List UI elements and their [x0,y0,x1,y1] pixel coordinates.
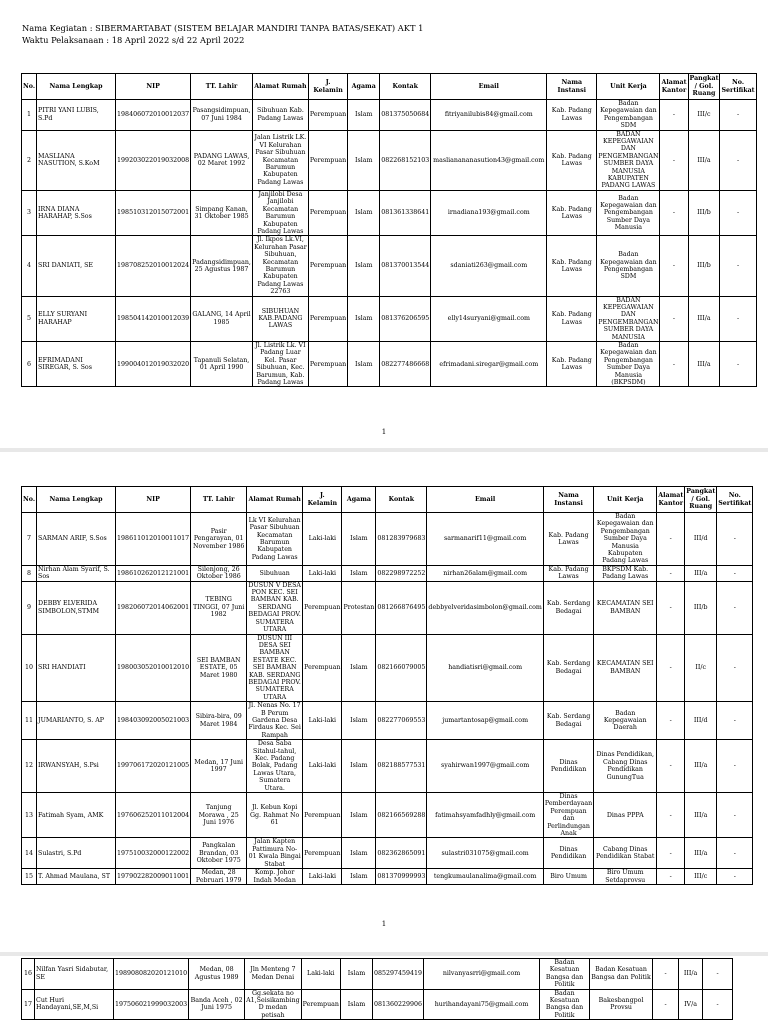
table-cell: 198708252010012024 [116,236,191,296]
column-header: No. [22,487,37,513]
table-cell: Pasir Pengarayan, 01 November 1986 [191,513,247,566]
table-cell: 081361338641 [380,190,431,235]
table-cell: sarmanarif11@gmail.com [427,513,543,566]
table-cell: - [657,702,685,740]
table-cell: - [717,581,753,634]
table-cell: Perempuan [303,838,342,869]
table-cell: 3 [22,190,37,235]
column-header: Alamat Kantor [657,487,685,513]
table-cell: Perempuan [308,100,347,131]
column-header: TT. Lahir [191,74,253,100]
participant-table [21,73,757,387]
table-cell: 082268152103 [380,130,431,190]
table-cell: - [717,634,753,702]
table-cell: Islam [348,342,380,387]
table-cell: 082166569288 [376,793,427,838]
table-cell: Badan Kepegawaian dan Pengembangan SDM [597,236,660,296]
table-cell: III/a [679,959,703,990]
table-cell: Islam [342,740,376,793]
table-cell: Medan, 08 Agustus 1989 [189,959,245,990]
table-cell: Perempuan [308,236,347,296]
table-cell: Islam [342,793,376,838]
table-header-row [22,487,753,513]
table-cell: Perempuan [303,793,342,838]
table-cell: fatimahsyamfadhly@gmail.com [427,793,543,838]
table-cell: debbyelveridasimbolon@gmail.com [427,581,543,634]
table-cell: PITRI YANI LUBIS, S.Pd [37,100,116,131]
table-cell: 198610262012121001 [116,565,191,581]
table-cell: - [657,740,685,793]
table-cell: - [660,130,688,190]
table-cell: 17 [22,989,35,1020]
table-cell: sdaniati263@gmail.com [431,236,547,296]
document-page-3 [0,956,768,1024]
table-cell: 16 [22,959,35,990]
table-cell: 081370999993 [376,869,427,885]
table-header-row [22,74,757,100]
table-cell: Islam [348,296,380,341]
table-cell: Janjilobi Desa Janjilobi Kecamatan Barumun Kabupaten Padang Lawas [252,190,308,235]
table-cell: Islam [340,959,372,990]
table-cell: Islam [342,702,376,740]
table-cell: 199203022019032008 [116,130,191,190]
table-cell: III/a [688,130,720,190]
table-cell: 198003052010012010 [116,634,191,702]
table-cell: 13 [22,793,37,838]
column-header: Nama Instansi [543,487,593,513]
table-cell: Islam [348,190,380,235]
column-header: Alamat Rumah [247,487,303,513]
table-cell: Jl. Kebun Kopi Gg. Rahmat No 61 [247,793,303,838]
table-cell: II/c [685,634,717,702]
table-cell: 082277069553 [376,702,427,740]
table-cell: IV/a [679,989,703,1020]
table-cell: Kab. Padang Lawas [547,190,597,235]
table-row [22,130,757,190]
table-cell: GALANG, 14 April 1985 [191,296,253,341]
table-cell: - [657,565,685,581]
document-page-1 [0,0,768,448]
table-cell: - [720,296,756,341]
column-header: NIP [116,74,191,100]
table-cell: Nilfan Yasri Sidabutar, SE [35,959,114,990]
column-header: Agama [348,74,380,100]
table-cell: Islam [342,565,376,581]
table-cell: Badan Kepegawaian dan Pengembangan Sumber Daya Manusia (BKPSDM) [597,342,660,387]
activity-name: Nama Kegiatan : SIBERMARTABAT (SISTEM BELAJAR MANDIRI TANPA BATAS/SEKAT) AKT 1 [22,23,424,33]
table-cell: Kab. Serdang Bedagai [543,634,593,702]
table-row [22,100,757,131]
table-cell: III/b [688,190,720,235]
table-row [22,513,753,566]
table-cell: Nirhan Alam Syarif, S. Sos [37,565,116,581]
table-cell: SRI DANIATI, SE [37,236,116,296]
table-cell: SARMAN ARIF, S.Sos [37,513,116,566]
table-cell: BKPSDM Kab. Padang Lawas [594,565,657,581]
table-cell: 198504142010012039 [116,296,191,341]
table-row [22,959,733,990]
table-cell: Jalan Listrik LK. VI Kelurahan Pasar Sibuhuan Kecamatan Barumun Kabupaten Padang Lawas [252,130,308,190]
column-header: Agama [342,487,376,513]
column-header: No. Sertifikat [717,487,753,513]
table-cell: Dinas Pendidikan [543,740,593,793]
table-cell: Simpang Kanan, 31 Oktober 1985 [191,190,253,235]
table-cell: 2 [22,130,37,190]
table-cell: Badan Kepegawaian dan Pengembangan Sumber Daya Manusia Kabupaten Padang Lawas [594,513,657,566]
table-cell: Laki-laki [301,959,340,990]
table-cell: - [660,100,688,131]
table-cell: - [653,959,679,990]
table-cell: 198206072014062001 [116,581,191,634]
table-cell: III/c [688,100,720,131]
page-number: 1 [381,428,387,436]
table-cell: Biro Umum [543,869,593,885]
table-cell: Badan Kesatuan Bangsa dan Politik [540,959,590,990]
table-cell: Kab. Padang Lawas [547,236,597,296]
column-header: J. Kelamin [303,487,342,513]
table-cell: III/b [688,236,720,296]
table-cell: 4 [22,236,37,296]
table-cell: - [717,513,753,566]
table-cell: 1 [22,100,37,131]
table-cell: Jalan Kapten Pattimura No-01 Kwala Bingai Stabat [248,838,301,868]
table-cell: Islam [342,838,376,869]
column-header: Kontak [376,487,427,513]
table-cell: 198611012010011017 [116,513,191,566]
table-cell: Perempuan [308,190,347,235]
table-cell: Jl. Ikpos Lk.VI, Kelurahan Pasar Sibuhuan, Kecamatan Barumun Kabupaten Padang Lawas 22763 [254,236,307,296]
column-header: Unit Kerja [594,487,657,513]
column-header: Kontak [380,74,431,100]
table-cell: Islam [348,130,380,190]
table-cell: Kab. Padang Lawas [547,342,597,387]
table-cell: SRI HANDIATI [37,634,116,702]
table-row [22,236,757,296]
table-cell: MASLIANA NASUTION, S.KoM [37,130,116,190]
table-cell: Tanjung Morawa , 25 Juni 1976 [191,793,247,838]
table-cell: Sibira-bira, 09 Maret 1984 [191,702,247,740]
table-cell: 082166079005 [376,634,427,702]
table-cell: Kab. Serdang Bedagai [543,702,593,740]
table-cell: Islam [348,236,380,296]
participant-table [21,486,753,885]
table-cell: - [657,513,685,566]
table-cell: - [703,959,733,990]
column-header: TT. Lahir [191,487,247,513]
table-cell: Islam [340,989,372,1020]
table-cell: Komp. Johor Indah Medan [247,869,303,885]
table-cell: Biro Umum Setdaprovsu [594,869,657,885]
table-cell: 6 [22,342,37,387]
table-cell: TEBING TINGGI, 07 Juni 1982 [191,581,247,634]
table-cell: KECAMATAN SEI BAMBAN [594,634,657,702]
table-cell: Jln Menteng 7 Medan Denai [245,959,302,990]
table-cell: 15 [22,869,37,885]
table-cell: III/a [688,296,720,341]
table-cell: efrimadani.siregar@gmail.com [431,342,547,387]
table-cell: Laki-laki [303,565,342,581]
table-cell: 197606252011012004 [116,793,191,838]
table-cell: Badan Kepegawaian dan Pengembangan SDM [597,100,660,131]
table-cell: Islam [342,634,376,702]
table-cell: Badan Kepegawaian dan Pengembangan Sumber Daya Manusia [597,190,660,235]
table-cell: KECAMATAN SEI BAMBAN [594,581,657,634]
table-cell: Padangsidimpuan, 25 Agustus 1987 [191,236,253,296]
table-cell: - [660,296,688,341]
table-row [22,634,753,702]
table-cell: Tapanuli Selatan, 01 April 1990 [191,342,253,387]
table-cell: 197506021999032003 [114,989,189,1020]
table-cell: Kab. Padang Lawas [547,130,597,190]
column-header: No. Sertifikat [720,74,756,100]
table-cell: - [653,989,679,1020]
table-cell: 199706172020121005 [116,740,191,793]
table-cell: IRNA DIANA HARAHAP, S.Sos [37,190,116,235]
column-header: Email [431,74,547,100]
table-cell: Cabang Dinas Pendidikan Stabat [594,838,657,869]
table-cell: Dinas Pendidikan [543,838,593,869]
table-cell: Protestan [342,581,376,634]
table-cell: 10 [22,634,37,702]
table-cell: 5 [22,296,37,341]
table-cell: Islam [342,869,376,885]
table-cell: Kab. Padang Lawas [547,296,597,341]
table-cell: III/a [685,838,717,869]
table-cell: - [657,634,685,702]
table-cell: Fatimah Syam, AMK [37,793,116,838]
table-cell: - [720,236,756,296]
table-cell: III/d [685,702,717,740]
table-cell: T. Ahmad Maulana, ST [37,869,116,885]
page-number: 1 [381,920,387,928]
table-cell: SEI BAMBAN ESTATE, 05 Maret 1980 [191,634,247,702]
column-header: Pangkat / Gol. Ruang [685,487,717,513]
table-cell: jumartantosap@gmail.com [427,702,543,740]
table-cell: 081375050684 [380,100,431,131]
table-cell: fitriyanilubis84@gmail.com [431,100,547,131]
table-cell: III/a [688,342,720,387]
table-cell: BADAN KEPEGAWAIAN DAN PENGEMBANGAN SUMBER DAYA MANUSIA [598,296,659,341]
table-cell: 198403092005021003 [116,702,191,740]
table-cell: 8 [22,565,37,581]
table-cell: Desa Saba Sitahul-tahul, Kec. Padang Bolak, Padang Lawas Utara, Sumatera Utara. [247,740,303,793]
table-cell: - [660,236,688,296]
table-cell: syahirwan1997@gmail.com [427,740,543,793]
table-cell: Gg.sekata no A1,Seisikambing D medan petisah [246,989,300,1019]
table-cell: III/a [685,740,717,793]
table-cell: III/d [685,513,717,566]
table-cell: SIBUHUAN KAB.PADANG LAWAS [252,296,308,341]
table-cell: maslianananasution43@gmail.com [431,130,547,190]
table-cell: Badan Kesatuan Bangsa dan Politik [540,989,590,1020]
table-row [22,190,757,235]
table-cell: nilvanyasrri@gmail.com [424,959,540,990]
table-cell: III/c [685,869,717,885]
table-cell: 11 [22,702,37,740]
table-cell: - [703,989,733,1020]
table-cell: 082188577531 [376,740,427,793]
table-cell: - [717,869,753,885]
table-cell: - [717,740,753,793]
participant-table [21,958,733,1020]
table-cell: Badan Kepegawaian Daerah [594,702,657,740]
table-cell: - [720,190,756,235]
table-cell: 197902282009011001 [116,869,191,885]
table-cell: Pasangsidimpuan, 07 Juni 1984 [191,100,253,131]
table-cell: 197510032000122002 [116,838,191,869]
table-cell: 081266876495 [376,581,427,634]
table-row [22,342,757,387]
table-cell: Jl. Nenas No. 17 B Perum Gardena Desa Firdaus Kec. Sei Rampah [248,702,301,739]
table-cell: Laki-laki [303,513,342,566]
table-cell: Dinas PPPA [594,793,657,838]
table-cell: Cut Huri Handayani,SE,M,Si [35,989,114,1020]
table-row [22,565,753,581]
table-cell: Kab. Padang Lawas [543,513,593,566]
table-cell: Dinas Pemberdayaan Perempuan dan Perlindungan Anak [544,793,593,838]
table-cell: Kab. Serdang Bedagai [543,581,593,634]
activity-period: Waktu Pelaksanaan : 18 April 2022 s/d 22 April 2022 [22,35,245,45]
table-cell: 9 [22,581,37,634]
table-cell: III/a [685,793,717,838]
table-cell: Perempuan [308,342,347,387]
table-cell: 7 [22,513,37,566]
table-row [22,869,753,885]
column-header: Alamat Kantor [660,74,688,100]
column-header: No. [22,74,37,100]
column-header: Nama Lengkap [37,487,116,513]
table-cell: BADAN KEPEGAWAIAN DAN PENGEMBANGAN SUMBER DAYA MANUSIA KABUPATEN PADANG LAWAS [598,130,659,190]
document-header [22,22,423,46]
table-cell: - [657,793,685,838]
table-cell: 199004012019032020 [116,342,191,387]
table-row [22,581,753,634]
table-cell: Laki-laki [303,702,342,740]
table-cell: Perempuan [308,130,347,190]
table-cell: - [657,869,685,885]
column-header: Nama Instansi [547,74,597,100]
table-cell: 198908082020121010 [114,959,189,990]
column-header: Nama Lengkap [37,74,116,100]
table-cell: DUSUN V DESA PON KEC. SEI BAMBAN KAB. SERDANG BEDAGAI PROV. SUMATERA UTARA [248,581,301,634]
table-cell: 081370013544 [380,236,431,296]
table-cell: Islam [342,513,376,566]
table-cell: Perempuan [303,634,342,702]
table-cell: Medan, 28 Pebruari 1979 [191,869,247,885]
table-cell: - [720,130,756,190]
table-cell: Badan Kesatuan Bangsa dan Politik [590,959,653,990]
table-cell: Sibuhuan [247,565,303,581]
table-cell: Bakesbangpol Provsu [590,989,653,1020]
table-cell: 14 [22,838,37,869]
column-header: Unit Kerja [597,74,660,100]
table-cell: 082277486668 [380,342,431,387]
table-cell: - [657,581,685,634]
table-cell: Dinas Pendidikan, Cabang Dinas Pendidikan GunungTua [594,740,657,793]
table-cell: 082362865091 [376,838,427,869]
table-cell: handiatisri@gmail.com [427,634,543,702]
table-row [22,838,753,869]
column-header: Pangkat / Gol. Ruang [688,74,720,100]
table-cell: Jl. Listrik Lk. VI Padang Luar Kel. Pasar Sibuhuan, Kec. Barumun, Kab. Padang Lawas [252,342,308,387]
table-cell: JUMARIANTO, S. AP [37,702,116,740]
table-row [22,296,757,341]
table-cell: Laki-laki [303,869,342,885]
table-cell: Banda Aceh , 02 Juni 1975 [189,989,245,1020]
table-row [22,740,753,793]
table-cell: DEBBY ELVERIDA SIMBOLON,STMM [37,581,116,634]
table-cell: DUSUN III DESA SEI BAMBAN ESTATE KEC. SEI BAMBAN KAB. SERDANG BEDAGAI PROV. SUMATERA UTARA [248,634,301,701]
table-cell: elly14suryani@gmail.com [431,296,547,341]
table-cell: tengkumaulanalima@gmail.com [427,869,543,885]
document-page-2 [0,452,768,952]
table-cell: Kab. Padang Lawas [547,100,597,131]
table-cell: nirhan26alam@gmail.com [427,565,543,581]
table-cell: 198406072010012037 [116,100,191,131]
table-cell: Kab. Padang Lawas [543,565,593,581]
table-cell: Sibuhuan Kab. Padang Lawas [252,100,308,131]
table-cell: - [717,702,753,740]
table-cell: Perempuan [301,989,340,1020]
table-cell: hurihandayani75@gmail.com [424,989,540,1020]
table-cell: 085297459419 [372,959,423,990]
table-cell: PADANG LAWAS, 02 Maret 1992 [191,130,253,190]
table-cell: 081360229906 [372,989,423,1020]
table-row [22,989,733,1020]
table-cell: - [720,342,756,387]
table-cell: 12 [22,740,37,793]
table-cell: Perempuan [303,581,342,634]
table-cell: IRWANSYAH, S.Psi [37,740,116,793]
table-cell: Sulastri, S.Pd [37,838,116,869]
table-cell: Lk VI Kelurahan Pasar Sibuhuan Kecamatan Barumun Kabupaten Padang Lawas [247,513,303,566]
table-cell: 081376206595 [380,296,431,341]
table-cell: - [717,793,753,838]
table-cell: - [717,838,753,869]
table-cell: III/b [685,581,717,634]
table-cell: Medan, 17 Juni 1997 [191,740,247,793]
column-header: NIP [116,487,191,513]
table-cell: - [657,838,685,869]
table-cell: Silenjong, 26 Oktober 1986 [191,565,247,581]
table-cell: ELLY SURYANI HARAHAP [37,296,116,341]
table-row [22,793,753,838]
table-cell: 082298972252 [376,565,427,581]
table-cell: 081283979683 [376,513,427,566]
column-header: J. Kelamin [308,74,347,100]
table-cell: irnadiana193@gmail.com [431,190,547,235]
table-cell: Perempuan [308,296,347,341]
table-cell: Islam [348,100,380,131]
table-cell: III/a [685,565,717,581]
table-cell: - [660,190,688,235]
table-cell: - [660,342,688,387]
table-cell: 198510312015072001 [116,190,191,235]
table-cell: sulastri031075@gmail.com [427,838,543,869]
table-cell: Laki-laki [303,740,342,793]
table-cell: Pangkalan Brandan, 03 Oktober 1975 [191,838,247,869]
table-row [22,702,753,740]
table-cell: - [717,565,753,581]
table-cell: - [720,100,756,131]
column-header: Alamat Rumah [252,74,308,100]
column-header: Email [427,487,543,513]
table-cell: EFRIMADANI SIREGAR, S. Sos [37,342,116,387]
